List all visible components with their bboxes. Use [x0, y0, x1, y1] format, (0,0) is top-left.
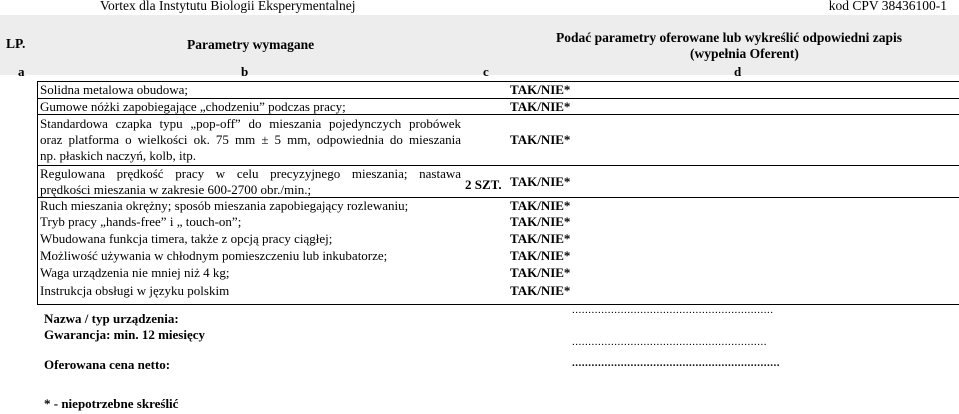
answer-manual: TAK/NIE*	[510, 283, 571, 298]
param-orbital-motion: Ruch mieszania okrężny; sposób mieszania zapobiegający rozlewaniu;	[40, 198, 409, 213]
answer-cold-room: TAK/NIE*	[510, 248, 571, 263]
row-divider	[37, 304, 959, 305]
warranty-label: Gwarancja: min. 12 miesięcy	[44, 327, 206, 342]
column-letter-a: a	[18, 64, 25, 79]
answer-rubber-feet: TAK/NIE*	[510, 99, 571, 114]
answer-popoff-cap: TAK/NIE*	[510, 132, 571, 147]
column-header-offer-line1: Podać parametry oferowane lub wykreślić odpowiedni zapis	[556, 30, 902, 45]
answer-weight: TAK/NIE*	[510, 265, 571, 280]
param-speed-line1: Regulowana prędkość pracy w celu precyzyjnego mieszania; nastawa	[40, 166, 461, 181]
param-timer: Wbudowana funkcja timera, także z opcją pracy ciągłej;	[40, 231, 333, 246]
document-header-title: Vortex dla Instytutu Biologii Eksperymentalnej	[100, 0, 356, 13]
param-speed-line2: prędkości mieszania w zakresie 600-2700 obr./min.;	[40, 182, 312, 197]
param-popoff-cap-line1: Standardowa czapka typu „pop-off” do mieszania pojedynczych probówek	[40, 116, 461, 131]
answer-speed: TAK/NIE*	[510, 174, 571, 189]
column-letter-d: d	[734, 64, 742, 79]
param-manual: Instrukcja obsługi w języku polskim	[40, 283, 230, 298]
column-letter-b: b	[241, 64, 249, 79]
param-weight: Waga urządzenia nie mniej niż 4 kg;	[40, 265, 230, 280]
param-popoff-cap-line3: np. płaskich naczyń, kolb, itp.	[40, 148, 196, 163]
column-header-parameters: Parametry wymagane	[187, 37, 315, 52]
quantity-value: 2 SZT.	[465, 177, 502, 192]
net-price-field[interactable]: ................................................................	[572, 357, 780, 369]
param-popoff-cap-line2: oraz platforma o wielkości ok. 75 mm ± 5 mm, odpowiednia do mieszania	[40, 132, 461, 147]
param-rubber-feet: Gumowe nóżki zapobiegające „chodzeniu” podczas pracy;	[40, 99, 346, 114]
device-name-field[interactable]: ..............................................................	[572, 304, 774, 316]
param-hands-free: Tryb pracy „hands-free” i „ touch-on”;	[40, 214, 242, 229]
column-header-lp: LP.	[6, 36, 26, 51]
answer-hands-free: TAK/NIE*	[510, 214, 571, 229]
answer-housing: TAK/NIE*	[510, 82, 571, 97]
column-letter-c: c	[483, 64, 489, 79]
warranty-field[interactable]: ............................................................	[572, 336, 767, 348]
device-name-label: Nazwa / typ urządzenia:	[44, 311, 179, 326]
param-cold-room: Możliwość używania w chłodnym pomieszczeniu lub inkubatorze;	[40, 248, 388, 263]
cpv-code: kod CPV 38436100-1	[828, 0, 947, 13]
answer-orbital-motion: TAK/NIE*	[510, 198, 571, 213]
footnote: * - niepotrzebne skreślić	[44, 396, 179, 411]
answer-timer: TAK/NIE*	[510, 231, 571, 246]
net-price-label: Oferowana cena netto:	[44, 357, 171, 372]
param-housing: Solidna metalowa obudowa;	[40, 82, 189, 97]
column-header-offer-line2: (wypełnia Oferent)	[690, 46, 799, 61]
